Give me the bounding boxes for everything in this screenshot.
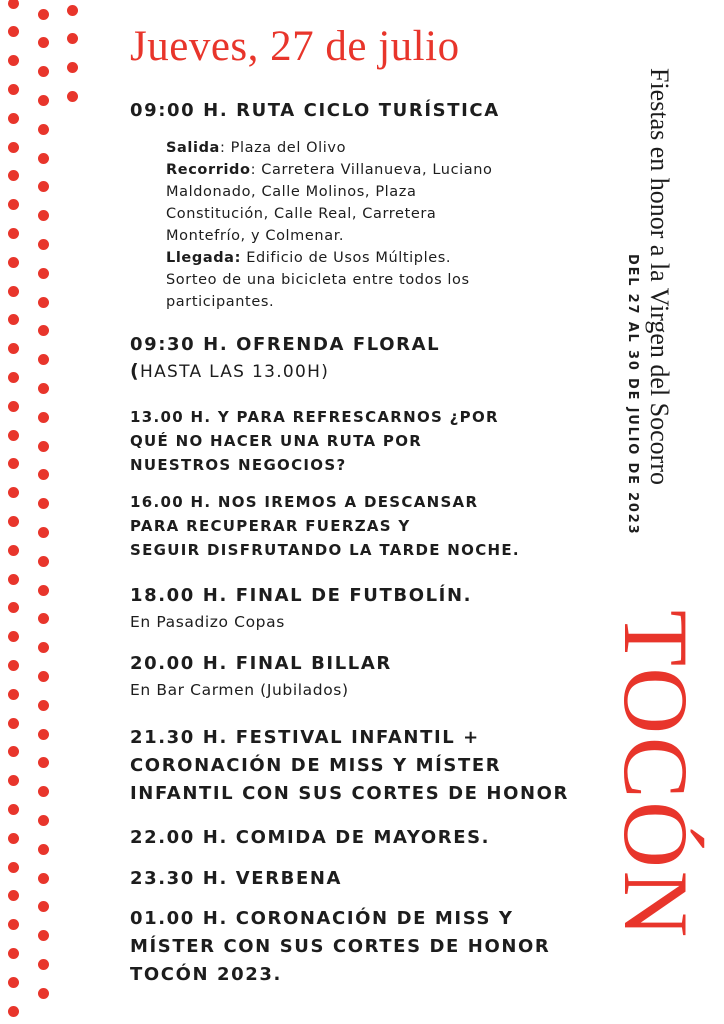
decorative-dot xyxy=(38,642,49,653)
decorative-dot-pattern xyxy=(0,0,90,1024)
decorative-dot xyxy=(38,297,49,308)
decorative-dot xyxy=(8,833,19,844)
decorative-dot xyxy=(8,660,19,671)
decorative-dot xyxy=(38,441,49,452)
day-title: Jueves, 27 de julio xyxy=(130,23,460,70)
decorative-dot xyxy=(38,469,49,480)
event-line: 16.00 H. NOS IREMOS A DESCANSAR xyxy=(130,493,479,511)
decorative-dot xyxy=(38,527,49,538)
decorative-dot xyxy=(38,959,49,970)
fiestas-heading: Fiestas en honor a la Virgen del Socorro xyxy=(645,68,674,486)
detail-recorrido xyxy=(166,159,600,181)
event-final-futbolin xyxy=(130,582,600,634)
decorative-dot xyxy=(38,844,49,855)
decorative-dot xyxy=(8,1006,19,1017)
decorative-dot xyxy=(38,181,49,192)
decorative-dot xyxy=(38,37,49,48)
event-line: SEGUIR DISFRUTANDO LA TARDE NOCHE. xyxy=(130,541,520,559)
event-line: QUÉ NO HACER UNA RUTA POR xyxy=(130,432,423,450)
decorative-dot xyxy=(38,729,49,740)
detail-salida xyxy=(166,137,600,159)
decorative-dot xyxy=(8,372,19,383)
event-line: CORONACIÓN DE MISS Y MÍSTER xyxy=(130,755,502,776)
event-line: MÍSTER CON SUS CORTES DE HONOR xyxy=(130,936,551,957)
decorative-dot xyxy=(8,142,19,153)
decorative-dot xyxy=(8,862,19,873)
decorative-dot xyxy=(38,354,49,365)
decorative-dot xyxy=(8,689,19,700)
decorative-dot xyxy=(8,170,19,181)
event-title: 18.00 H. FINAL DE FUTBOLÍN. xyxy=(130,585,473,606)
event-title: 09:00 H. RUTA CICLO TURÍSTICA xyxy=(130,100,500,121)
decorative-dot xyxy=(67,91,78,102)
event-comida-mayores xyxy=(130,824,600,852)
decorative-dot xyxy=(8,890,19,901)
event-festival-infantil xyxy=(130,724,600,808)
decorative-dot xyxy=(38,268,49,279)
event-line: 01.00 H. CORONACIÓN DE MISS Y xyxy=(130,908,514,929)
decorative-dot xyxy=(8,919,19,930)
event-details xyxy=(166,137,600,313)
detail-label: Salida xyxy=(166,140,220,156)
event-location: En Bar Carmen (Jubilados) xyxy=(130,681,349,699)
decorative-dot xyxy=(8,775,19,786)
program-list xyxy=(130,97,600,989)
event-verbena xyxy=(130,865,600,893)
decorative-dot xyxy=(38,585,49,596)
decorative-dot xyxy=(8,286,19,297)
decorative-dot xyxy=(8,574,19,585)
detail-llegada xyxy=(166,247,600,269)
decorative-dot xyxy=(38,239,49,250)
decorative-dot xyxy=(8,55,19,66)
detail-text: : Carretera Villanueva, Luciano xyxy=(250,162,493,178)
decorative-dot xyxy=(38,210,49,221)
decorative-dot xyxy=(38,412,49,423)
decorative-dot xyxy=(38,153,49,164)
decorative-dot xyxy=(38,815,49,826)
decorative-dot xyxy=(8,343,19,354)
decorative-dot xyxy=(38,757,49,768)
decorative-dot xyxy=(38,873,49,884)
decorative-dot xyxy=(8,516,19,527)
decorative-dot xyxy=(8,430,19,441)
detail-label: Recorrido xyxy=(166,162,251,178)
decorative-dot xyxy=(8,26,19,37)
decorative-dot xyxy=(38,700,49,711)
decorative-dot xyxy=(8,977,19,988)
decorative-dot xyxy=(8,631,19,642)
decorative-dot xyxy=(8,487,19,498)
decorative-dot xyxy=(38,613,49,624)
paren: ( xyxy=(130,360,140,382)
detail-text: Montefrío, y Colmenar. xyxy=(166,228,345,244)
decorative-dot xyxy=(38,901,49,912)
detail-text: Edificio de Usos Múltiples. xyxy=(240,250,452,266)
decorative-dot xyxy=(8,199,19,210)
event-title: 22.00 H. COMIDA DE MAYORES. xyxy=(130,827,491,848)
decorative-dot xyxy=(8,257,19,268)
event-coronacion xyxy=(130,905,600,989)
event-line: INFANTIL CON SUS CORTES DE HONOR xyxy=(130,783,570,804)
decorative-dot xyxy=(8,746,19,757)
decorative-dot xyxy=(8,804,19,815)
decorative-dot xyxy=(38,325,49,336)
decorative-dot xyxy=(8,545,19,556)
event-line: NUESTROS NEGOCIOS? xyxy=(130,456,347,474)
event-line: TOCÓN 2023. xyxy=(130,964,282,985)
event-line: 21.30 H. FESTIVAL INFANTIL + xyxy=(130,727,480,748)
event-title: 20.00 H. FINAL BILLAR xyxy=(130,653,392,674)
event-ruta-negocios xyxy=(130,405,600,477)
detail-text: Constitución, Calle Real, Carretera xyxy=(166,206,437,222)
decorative-dot xyxy=(38,930,49,941)
decorative-dot xyxy=(38,383,49,394)
town-name: TOCÓN xyxy=(605,610,707,941)
decorative-dot xyxy=(8,458,19,469)
decorative-dot xyxy=(8,948,19,959)
detail-text: Sorteo de una bicicleta entre todos los xyxy=(166,272,470,288)
decorative-dot xyxy=(8,84,19,95)
event-subtitle xyxy=(130,359,600,384)
decorative-dot xyxy=(8,0,19,9)
decorative-dot xyxy=(67,5,78,16)
decorative-dot xyxy=(38,95,49,106)
event-descanso xyxy=(130,490,600,562)
event-ruta-ciclo xyxy=(130,97,600,313)
detail-text: participantes. xyxy=(166,294,275,310)
decorative-dot xyxy=(38,988,49,999)
decorative-dot xyxy=(8,228,19,239)
event-title: 09:30 H. OFRENDA FLORAL xyxy=(130,334,441,355)
decorative-dot xyxy=(38,9,49,20)
decorative-dot xyxy=(8,602,19,613)
event-ofrenda-floral xyxy=(130,331,600,384)
decorative-dot xyxy=(67,62,78,73)
decorative-dot xyxy=(8,113,19,124)
decorative-dot xyxy=(38,556,49,567)
event-location: En Pasadizo Copas xyxy=(130,613,285,631)
decorative-dot xyxy=(38,786,49,797)
decorative-dot xyxy=(8,718,19,729)
decorative-dot xyxy=(38,124,49,135)
detail-label: Llegada: xyxy=(166,250,241,266)
detail-text: Maldonado, Calle Molinos, Plaza xyxy=(166,184,417,200)
event-line: 13.00 H. Y PARA REFRESCARNOS ¿POR xyxy=(130,408,499,426)
event-line: PARA RECUPERAR FUERZAS Y xyxy=(130,517,411,535)
event-subtitle-text: HASTA LAS 13.00H) xyxy=(139,362,330,382)
decorative-dot xyxy=(38,671,49,682)
event-final-billar xyxy=(130,650,600,702)
festival-dates: DEL 27 AL 30 DE JULIO DE 2023 xyxy=(625,254,640,536)
decorative-dot xyxy=(67,33,78,44)
decorative-dot xyxy=(8,401,19,412)
decorative-dot xyxy=(38,66,49,77)
decorative-dot xyxy=(8,314,19,325)
event-title: 23.30 H. VERBENA xyxy=(130,868,343,889)
detail-text: : Plaza del Olivo xyxy=(219,140,347,156)
decorative-dot xyxy=(38,498,49,509)
